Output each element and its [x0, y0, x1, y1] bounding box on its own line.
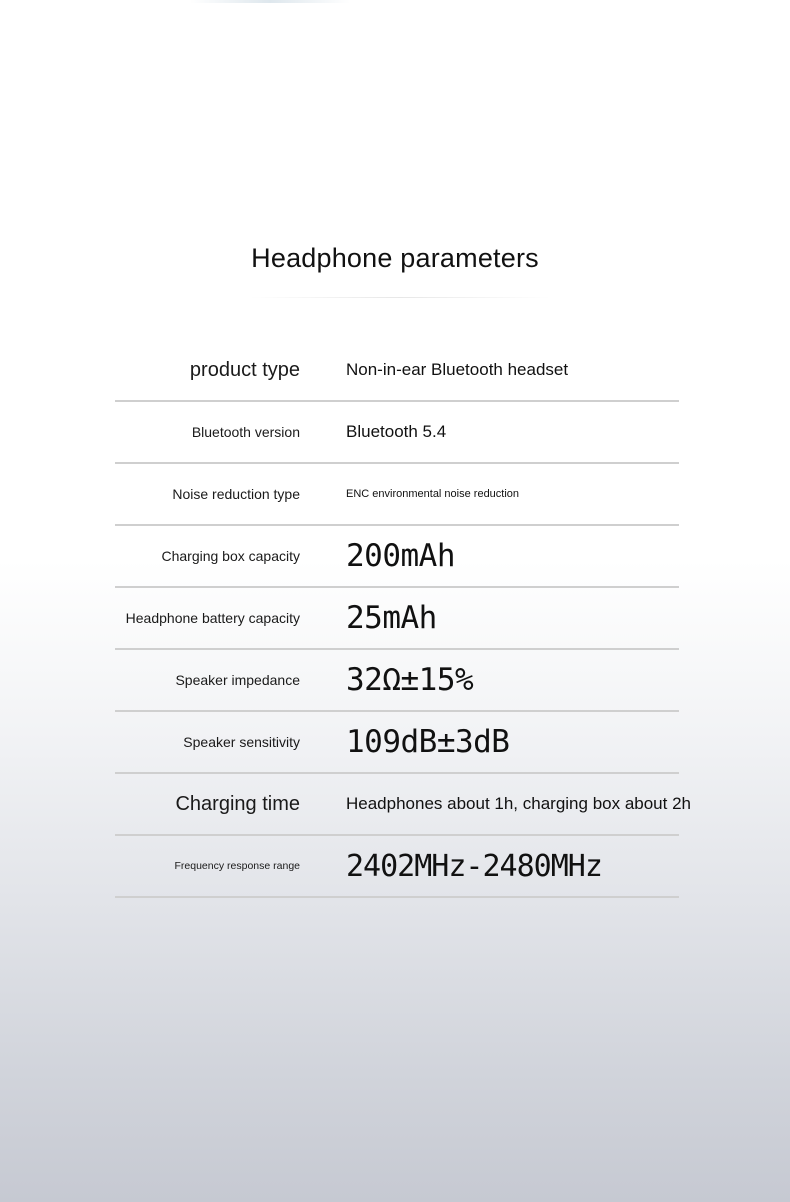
row-label: Speaker impedance	[175, 672, 300, 688]
row-label: product type	[189, 358, 300, 381]
row-label: Bluetooth version	[191, 424, 300, 440]
row-value: ENC environmental noise reduction	[346, 488, 520, 500]
table-row	[115, 588, 679, 650]
row-value: Headphones about 1h, charging box about 2h	[346, 794, 691, 813]
title-divider	[250, 297, 550, 298]
table-row	[115, 836, 679, 898]
table-row	[115, 650, 679, 712]
page-title: Headphone parameters	[251, 243, 539, 273]
row-value: 200mAh	[346, 538, 455, 574]
row-value: 25mAh	[346, 600, 437, 636]
row-label: Frequency response range	[174, 860, 300, 872]
row-value: Non-in-ear Bluetooth headset	[346, 360, 569, 379]
table-row	[115, 402, 679, 464]
table-row	[115, 340, 679, 402]
table-row	[115, 526, 679, 588]
row-value: 109dB±3dB	[346, 724, 510, 760]
row-label: Speaker sensitivity	[183, 734, 300, 750]
row-label: Charging box capacity	[161, 548, 300, 564]
row-value: 2402MHz-2480MHz	[346, 848, 602, 884]
row-value: 32Ω±15%	[346, 662, 474, 698]
table-row	[115, 464, 679, 526]
top-decor-strip	[190, 0, 350, 3]
row-label: Headphone battery capacity	[125, 610, 300, 626]
table-row	[115, 712, 679, 774]
parameters-table	[115, 340, 691, 898]
table-row	[115, 774, 691, 836]
row-label: Charging time	[175, 792, 300, 815]
row-label: Noise reduction type	[172, 486, 300, 502]
row-value: Bluetooth 5.4	[346, 422, 447, 441]
